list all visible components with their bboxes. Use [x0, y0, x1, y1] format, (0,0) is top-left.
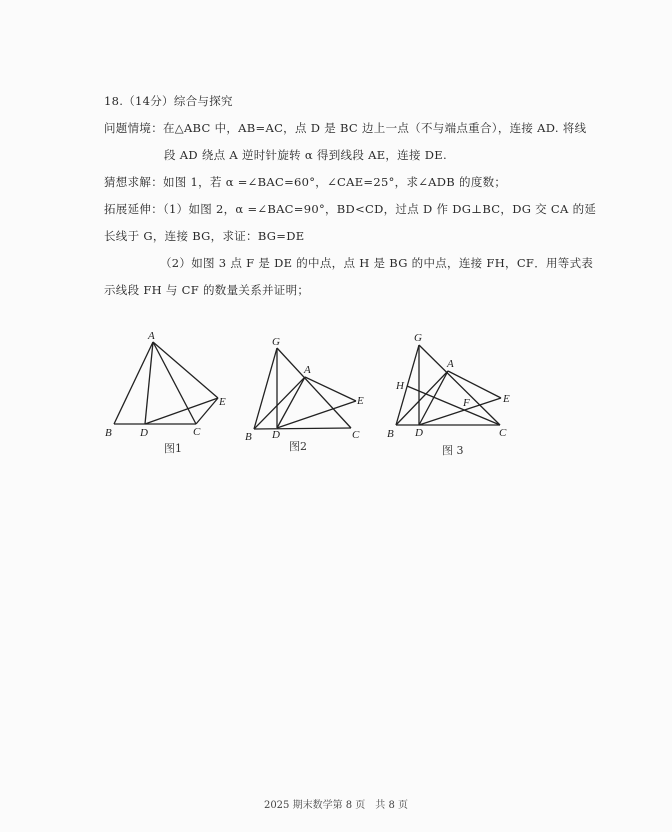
fig2-point-a: A: [304, 364, 311, 376]
fig3-point-h: H: [396, 380, 404, 392]
fig2-caption: 图2: [289, 440, 307, 453]
fig1-point-d: D: [140, 427, 148, 439]
fig2-point-b: B: [245, 431, 252, 443]
fig3-point-f: F: [463, 397, 470, 409]
figure-2: [254, 348, 356, 429]
figure-3: [396, 345, 501, 425]
figure-1: [114, 342, 218, 424]
page-footer: 2025 期末数学第 8 页 共 8 页: [263, 800, 409, 811]
figure-3-labels: [387, 332, 510, 457]
fig3-point-e: E: [503, 393, 510, 405]
fig3-point-a: A: [447, 358, 454, 370]
fig2-point-e: E: [357, 395, 364, 407]
extension-2-line-1: （2）如图 3 点 F 是 DE 的中点，点 H 是 BG 的中点，连接 FH，CF．用等式表: [160, 256, 594, 270]
fig3-point-b: B: [387, 428, 394, 440]
extension-1-line-1: 拓展延伸：（1）如图 2，α =∠BAC=90°，BD<CD，过点 D 作 DG⊥BC，DG 交 CA 的延: [104, 202, 597, 216]
fig1-point-b: B: [105, 427, 112, 439]
fig2-point-g: G: [272, 336, 280, 348]
fig1-caption: 图1: [164, 442, 182, 455]
fig3-point-g: G: [414, 332, 422, 344]
conjecture-line: 猜想求解：如图 1，若 α =∠BAC=60°，∠CAE=25°，求∠ADB 的度数；: [104, 175, 507, 189]
extension-1-line-2: 长线于 G，连接 BG，求证：BG=DE: [104, 229, 305, 243]
fig2-point-d: D: [272, 429, 280, 441]
fig3-caption: 图 3: [442, 444, 464, 457]
fig2-point-c: C: [352, 429, 360, 441]
problem-context-line-2: 段 AD 绕点 A 逆时针旋转 α 得到线段 AE，连接 DE.: [164, 148, 447, 162]
fig3-point-d: D: [415, 427, 423, 439]
fig1-point-c: C: [193, 426, 201, 438]
problem-context-line-1: 问题情境：在△ABC 中，AB=AC，点 D 是 BC 边上一点（不与端点重合），连接 AD. 将线: [104, 121, 587, 135]
figure-2-labels: [245, 336, 364, 453]
fig1-point-a: A: [148, 330, 155, 342]
fig1-point-e: E: [219, 396, 226, 408]
question-title: 18.（14分）综合与探究: [104, 94, 233, 108]
figure-1-labels: [105, 330, 226, 455]
fig3-point-c: C: [499, 427, 507, 439]
extension-2-line-2: 示线段 FH 与 CF 的数量关系并证明；: [104, 283, 310, 297]
